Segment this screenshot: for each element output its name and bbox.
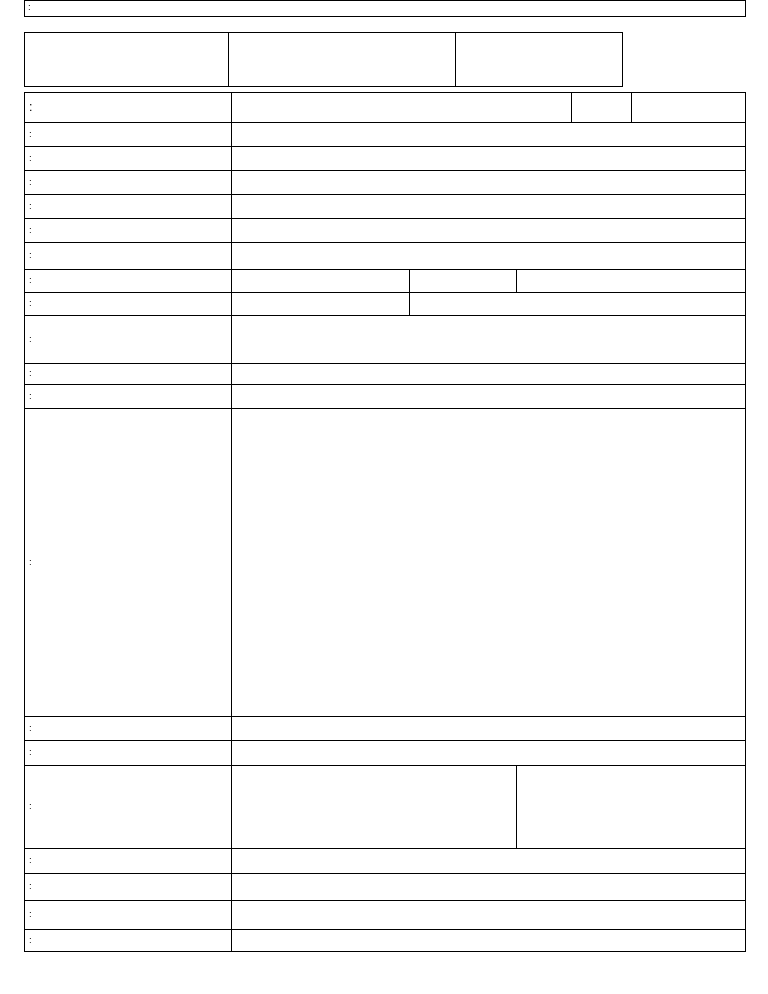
row-efekty: : <box>25 766 746 849</box>
zalozenia-cele-value <box>232 316 746 364</box>
weryfikacja-value <box>232 849 746 874</box>
row-wymagania: : <box>25 717 746 741</box>
zalozenia-wstepne-value <box>232 741 746 766</box>
opis-value <box>232 409 746 717</box>
nazwa-label-cell: : <box>25 93 232 123</box>
row-dokumentacja: : <box>25 874 746 901</box>
header-box-numer <box>455 32 623 87</box>
ects-value <box>631 93 745 123</box>
tlumaczenie-value <box>232 123 746 147</box>
row-formy: : <box>25 364 746 385</box>
dokumentacja-value <box>232 874 746 901</box>
header-box-rok <box>24 32 229 87</box>
literature-title-line: : <box>28 2 31 13</box>
row-elementy: : <box>25 901 746 930</box>
row-cykl: : <box>25 293 746 316</box>
literature-box <box>24 0 746 17</box>
row-zalozenia-wstepne: : <box>25 741 746 766</box>
cykl-jezyk-cell <box>409 293 745 316</box>
row-jednostka: : <box>25 219 746 243</box>
row-opis: : <box>25 409 746 717</box>
ects-label-cell <box>572 93 631 123</box>
nazwa-value <box>232 93 572 123</box>
row-zalozenia-cele: : <box>25 316 746 364</box>
miejsce-value <box>232 930 746 952</box>
row-status: : <box>25 270 746 293</box>
row-miejsce: : <box>25 930 746 952</box>
row-weryfikacja: : <box>25 849 746 874</box>
row-wydzial: : <box>25 243 746 270</box>
wymagania-value <box>232 717 746 741</box>
metody-value <box>232 385 746 409</box>
efekty-left <box>232 766 517 849</box>
jednostka-value <box>232 219 746 243</box>
formy-cell <box>232 364 746 385</box>
kierunek-value <box>232 147 746 171</box>
course-table <box>24 92 746 952</box>
row-koordynator: : <box>25 171 746 195</box>
status-c <box>517 270 746 293</box>
header-box-grupa <box>228 32 456 87</box>
status-a <box>232 270 409 293</box>
efekty-right <box>517 766 746 849</box>
koordynator-value <box>232 171 746 195</box>
row-nazwa <box>25 93 746 123</box>
prowadzacy-value <box>232 195 746 219</box>
elementy-value <box>232 901 746 930</box>
cykl-semestr <box>232 293 409 316</box>
row-metody: : <box>25 385 746 409</box>
row-kierunek: : <box>25 147 746 171</box>
row-tlumaczenie: : <box>25 123 746 147</box>
status-b-cell <box>409 270 517 293</box>
row-prowadzacy: : <box>25 195 746 219</box>
wydzial-value <box>232 243 746 270</box>
